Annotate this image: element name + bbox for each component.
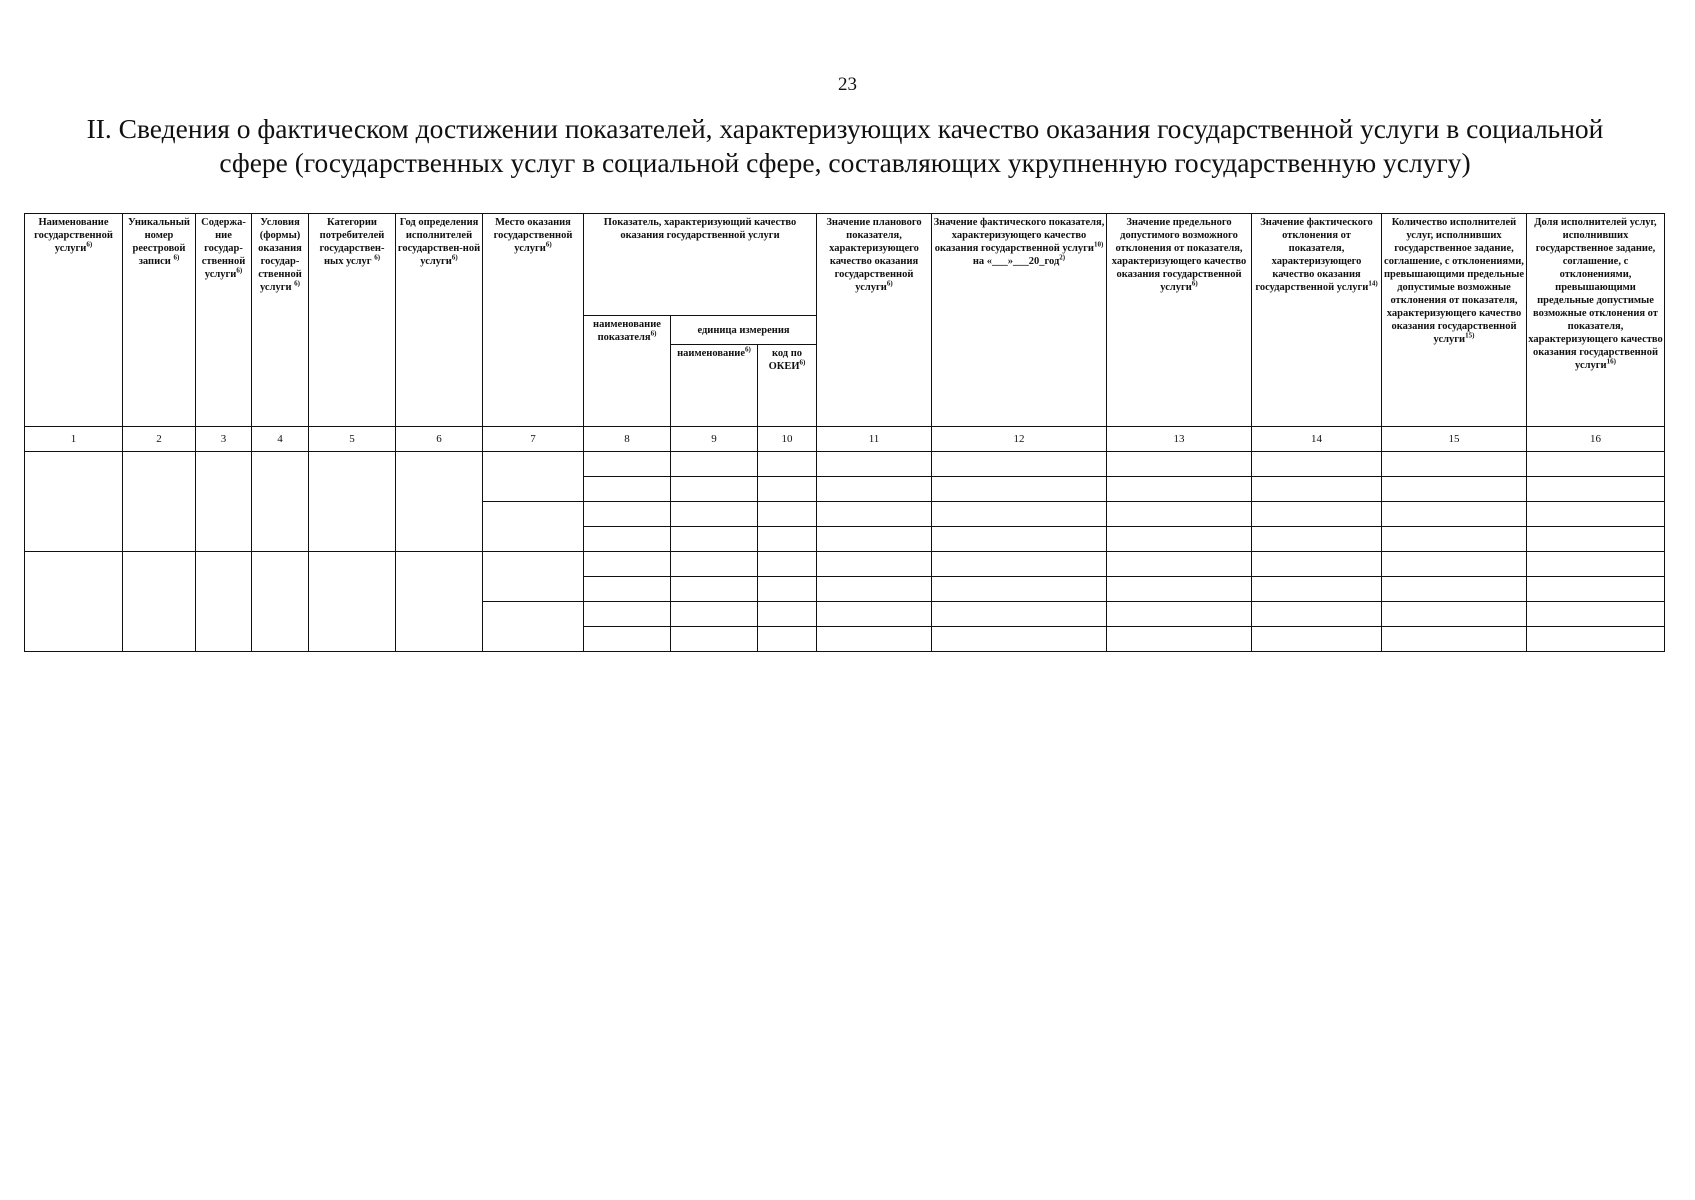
table-cell	[483, 502, 584, 552]
table-cell	[1527, 552, 1665, 577]
table-cell	[196, 552, 252, 652]
table-cell	[1107, 577, 1252, 602]
header-unit-name: наименование$^{6)}$	[671, 345, 758, 427]
column-number: 8	[584, 427, 671, 452]
table-cell	[1382, 502, 1527, 527]
table-cell	[309, 552, 396, 652]
table-cell	[309, 452, 396, 552]
header-permissible-deviation: Значение предельного допустимого возможного отклонения от показателя, характеризующего качество оказания государственной услуги$^{6)}$	[1107, 214, 1252, 427]
column-number: 15	[1382, 427, 1527, 452]
table-cell	[817, 452, 932, 477]
table-row	[25, 552, 1665, 577]
table-cell	[1527, 527, 1665, 552]
column-number: 7	[483, 427, 584, 452]
header-service-content: Содержа-ние государ-ственной услуги$^{6)}$	[196, 214, 252, 427]
table-cell	[1382, 577, 1527, 602]
table-cell	[758, 477, 817, 502]
table-cell	[1107, 552, 1252, 577]
header-unit-group: единица измерения	[671, 316, 817, 345]
table-cell	[584, 452, 671, 477]
table-cell	[196, 452, 252, 552]
header-service-name: Наименование государственной услуги$^{6)}$	[25, 214, 123, 427]
column-number: 6	[396, 427, 483, 452]
table-cell	[584, 527, 671, 552]
table-cell	[1252, 452, 1382, 477]
header-service-location: Место оказания государственной услуги$^{6)}$	[483, 214, 584, 427]
header-service-conditions: Условия (формы) оказания государ-ственной услуги $^{6)}$	[252, 214, 309, 427]
column-number: 13	[1107, 427, 1252, 452]
section-title: II. Сведения о фактическом достижении показателей, характеризующих качество оказания государственной услуги в социальной сфере (государственных услуг в социальной сфере, составляющих укрупненную государственную услугу)	[86, 113, 1604, 178]
table-cell	[817, 577, 932, 602]
table-cell	[817, 627, 932, 652]
table-cell	[1527, 502, 1665, 527]
table-cell	[584, 627, 671, 652]
table-cell	[758, 602, 817, 627]
table-cell	[1252, 552, 1382, 577]
table-cell	[671, 452, 758, 477]
header-year-determination: Год определения исполнителей государствен-ной услуги$^{6)}$	[396, 214, 483, 427]
table-cell	[758, 452, 817, 477]
table-cell	[483, 552, 584, 602]
header-registry-number: Уникальный номер реестровой записи $^{6)}$	[123, 214, 196, 427]
table-cell	[932, 602, 1107, 627]
column-number: 9	[671, 427, 758, 452]
table-cell	[758, 527, 817, 552]
table-cell	[1107, 627, 1252, 652]
table-cell	[671, 602, 758, 627]
table-cell	[1527, 477, 1665, 502]
header-quality-indicator-group: Показатель, характеризующий качество оказания государственной услуги	[584, 214, 817, 316]
table-row	[25, 452, 1665, 477]
header-okei-code: код по ОКЕИ$^{6)}$	[758, 345, 817, 427]
table-cell	[123, 452, 196, 552]
header-contractors-share: Доля исполнителей услуг, исполнивших государственное задание, соглашение, с отклонениями, превышающими предельные допустимые возможные отклонения от показателя, характеризующего качество оказания государственной услуги$^{16)}$	[1527, 214, 1665, 427]
column-number: 1	[25, 427, 123, 452]
table-cell	[1382, 477, 1527, 502]
header-planned-value: Значение планового показателя, характеризующего качество оказания государственной услуги$^{6)}$	[817, 214, 932, 427]
column-number: 5	[309, 427, 396, 452]
table-cell	[671, 527, 758, 552]
table-cell	[1252, 577, 1382, 602]
table-cell	[932, 577, 1107, 602]
table-cell	[1382, 527, 1527, 552]
table-cell	[1382, 452, 1527, 477]
table-cell	[396, 552, 483, 652]
table-cell	[483, 452, 584, 502]
table-cell	[1527, 452, 1665, 477]
table-cell	[1107, 602, 1252, 627]
table-cell	[1527, 577, 1665, 602]
table-cell	[252, 452, 309, 552]
column-number: 11	[817, 427, 932, 452]
table-cell	[817, 502, 932, 527]
table-cell	[1252, 602, 1382, 627]
indicators-table	[24, 213, 1665, 652]
table-cell	[817, 552, 932, 577]
column-number: 10	[758, 427, 817, 452]
table-cell	[1382, 602, 1527, 627]
table-cell	[25, 552, 123, 652]
table-cell	[123, 552, 196, 652]
table-cell	[584, 502, 671, 527]
table-cell	[932, 477, 1107, 502]
header-actual-value: Значение фактического показателя, характеризующего качество оказания государственной услуги$^{10)}$ на «___»___20_год$^{2)}$	[932, 214, 1107, 427]
table-cell	[1252, 477, 1382, 502]
table-cell	[758, 502, 817, 527]
header-contractors-count: Количество исполнителей услуг, исполнивших государственное задание, соглашение, с отклонениями, превышающими предельные допустимые возможные отклонения от показателя, характеризующего качество оказания государственной услуги$^{15)}$	[1382, 214, 1527, 427]
table-cell	[483, 602, 584, 652]
table-cell	[1107, 502, 1252, 527]
header-consumer-categories: Категории потребителей государствен-ных услуг $^{6)}$	[309, 214, 396, 427]
table-cell	[396, 452, 483, 552]
table-cell	[1252, 502, 1382, 527]
table-cell	[671, 502, 758, 527]
table-cell	[932, 552, 1107, 577]
table-cell	[671, 477, 758, 502]
table-cell	[817, 602, 932, 627]
table-cell	[1252, 627, 1382, 652]
header-indicator-name: наименование показателя$^{6)}$	[584, 316, 671, 427]
column-number: 3	[196, 427, 252, 452]
table-cell	[758, 577, 817, 602]
table-cell	[1382, 627, 1527, 652]
table-cell	[671, 552, 758, 577]
table-cell	[584, 552, 671, 577]
column-number: 12	[932, 427, 1107, 452]
table-cell	[671, 577, 758, 602]
table-cell	[932, 452, 1107, 477]
table-cell	[1382, 552, 1527, 577]
table-cell	[817, 527, 932, 552]
table-cell	[1107, 527, 1252, 552]
column-number: 16	[1527, 427, 1665, 452]
table-cell	[1107, 452, 1252, 477]
table-cell	[25, 452, 123, 552]
table-cell	[584, 477, 671, 502]
table-cell	[817, 477, 932, 502]
page-number: 23	[838, 74, 857, 95]
table-cell	[932, 527, 1107, 552]
table-cell	[758, 627, 817, 652]
table-cell	[1252, 527, 1382, 552]
table-cell	[252, 552, 309, 652]
column-number: 2	[123, 427, 196, 452]
header-actual-deviation: Значение фактического отклонения от показателя, характеризующего качество оказания государственной услуги$^{14)}$	[1252, 214, 1382, 427]
table-cell	[671, 627, 758, 652]
column-number-row	[25, 427, 1665, 452]
table-cell	[758, 552, 817, 577]
column-number: 14	[1252, 427, 1382, 452]
table-cell	[932, 627, 1107, 652]
table-cell	[1527, 627, 1665, 652]
table-cell	[932, 502, 1107, 527]
table-cell	[1527, 602, 1665, 627]
table-cell	[584, 602, 671, 627]
table-cell	[584, 577, 671, 602]
table-cell	[1107, 477, 1252, 502]
column-number: 4	[252, 427, 309, 452]
